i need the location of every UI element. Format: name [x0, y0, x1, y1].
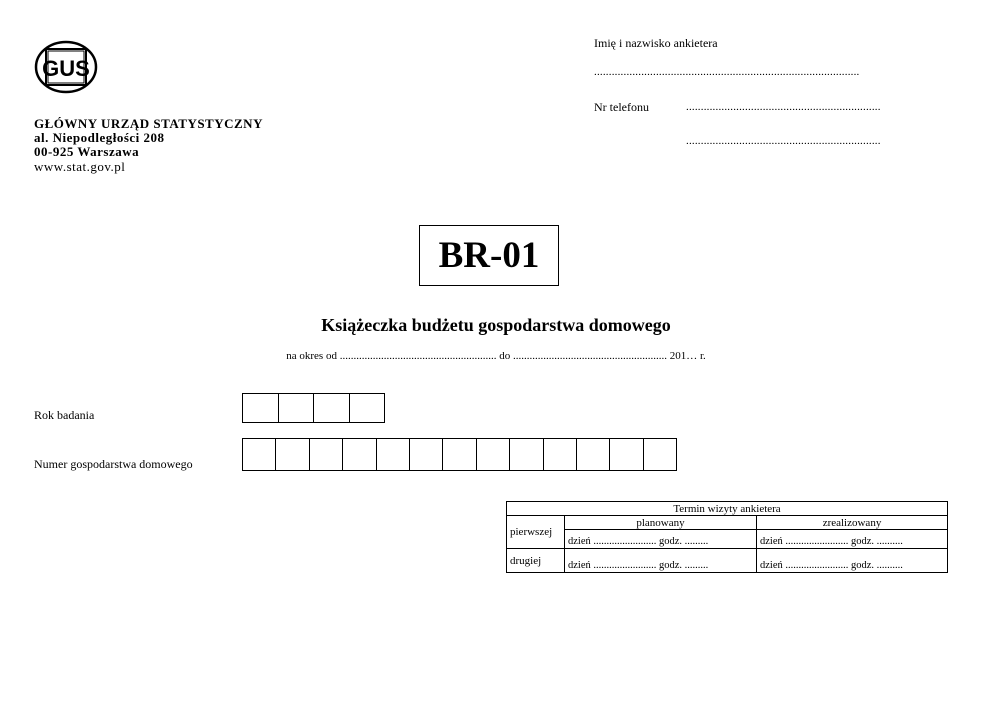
interviewer-phone-label: Nr telefonu: [594, 100, 649, 114]
household-digit-cell[interactable]: [510, 439, 543, 470]
period-field[interactable]: na okres od ......................................................... do ........................................................ 201… r.: [286, 350, 706, 362]
household-digit-cell[interactable]: [477, 439, 510, 470]
row-label-second: drugiej: [507, 549, 565, 573]
institution-name: GŁÓWNY URZĄD STATYSTYCZNY: [34, 116, 263, 131]
logo-text: GUS: [42, 56, 90, 81]
interviewer-phone-field[interactable]: ..................................................................: [686, 101, 881, 113]
col-planned: planowany: [565, 516, 757, 530]
second-done-field[interactable]: dzień ........................ godz. ..........: [757, 549, 948, 573]
form-code-box: [419, 225, 559, 286]
interviewer-name-label: Imię i nazwisko ankietera: [594, 36, 718, 50]
household-digit-cell[interactable]: [644, 439, 676, 470]
interviewer-phone-field-2[interactable]: ..................................................................: [686, 135, 881, 147]
year-input-boxes[interactable]: [242, 393, 385, 423]
household-digit-cell[interactable]: [377, 439, 410, 470]
first-planned-field[interactable]: dzień ........................ godz. .........: [565, 530, 757, 549]
institution-city: 00-925 Warszawa: [34, 144, 140, 159]
household-label: Numer gospodarstwa domowego: [34, 457, 193, 471]
visit-table-title: Termin wizyty ankietera: [507, 502, 948, 516]
household-digit-cell[interactable]: [577, 439, 610, 470]
year-digit-cell[interactable]: [350, 394, 385, 422]
household-digit-cell[interactable]: [276, 439, 309, 470]
year-digit-cell[interactable]: [243, 394, 279, 422]
interviewer-name-field[interactable]: ..........................................................................................: [594, 66, 860, 78]
household-digit-cell[interactable]: [544, 439, 577, 470]
second-planned-field[interactable]: dzień ........................ godz. .........: [565, 549, 757, 573]
institution-address: al. Niepodległości 208: [34, 130, 165, 145]
year-digit-cell[interactable]: [279, 394, 315, 422]
row-label-first: pierwszej: [507, 516, 565, 549]
col-done: zrealizowany: [757, 516, 948, 530]
household-digit-cell[interactable]: [343, 439, 376, 470]
household-digit-cell[interactable]: [243, 439, 276, 470]
household-digit-cell[interactable]: [410, 439, 443, 470]
visit-schedule-table: [506, 501, 948, 573]
household-digit-cell[interactable]: [610, 439, 643, 470]
form-code: BR-01: [438, 235, 540, 276]
household-input-boxes[interactable]: [242, 438, 677, 471]
gus-logo-icon: [34, 40, 98, 94]
form-title: Książeczka budżetu gospodarstwa domowego: [321, 315, 671, 335]
year-digit-cell[interactable]: [314, 394, 350, 422]
institution-url[interactable]: www.stat.gov.pl: [34, 159, 126, 174]
household-digit-cell[interactable]: [443, 439, 476, 470]
first-done-field[interactable]: dzień ........................ godz. ..........: [757, 530, 948, 549]
year-label: Rok badania: [34, 408, 95, 422]
household-digit-cell[interactable]: [310, 439, 343, 470]
